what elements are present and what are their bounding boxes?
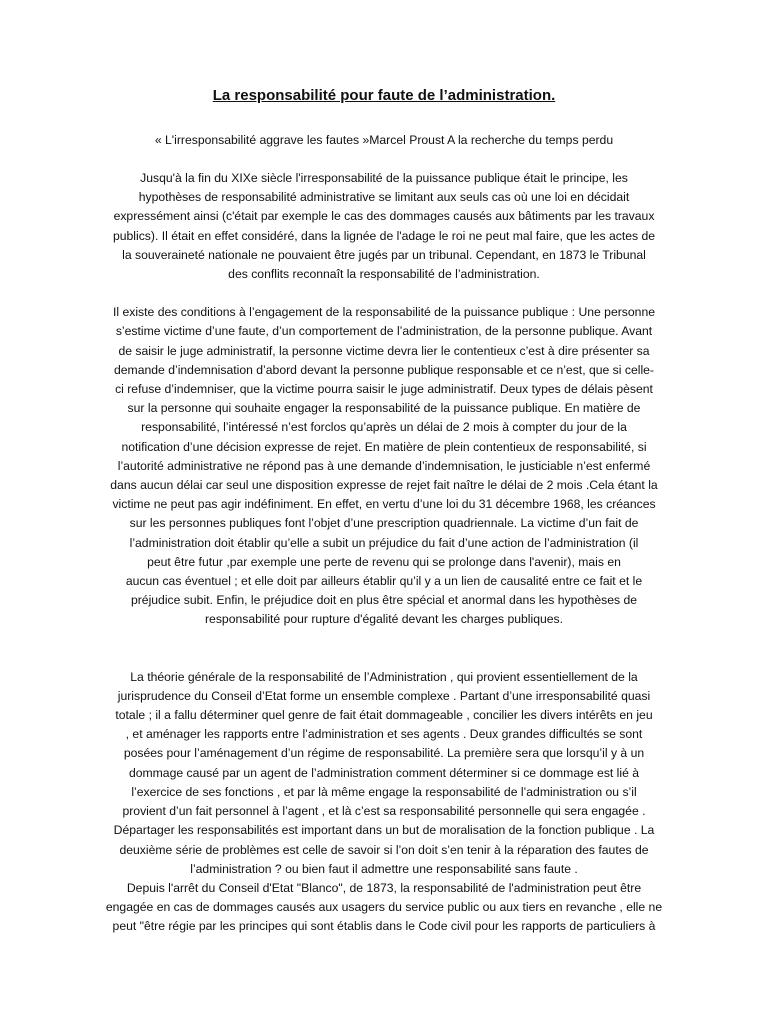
- text-line: hypothèses de responsabilité administrative se limitant aux seuls cas où une loi en décidait: [138, 190, 630, 205]
- text-line: jurisprudence du Conseil d’Etat forme un ensemble complexe . Partant d’une irresponsabilité quasi: [117, 688, 651, 703]
- text-line: posées pour l’aménagement d’un régime de responsabilité. La première sera que lorsqu’il y à un: [123, 746, 645, 761]
- text-line: sur la personne qui souhaite engager la responsabilité de la puissance publique. En matière de: [127, 401, 641, 416]
- text-line: sur les personnes publiques font l’objet d’une prescription quadriennale. La victime d’un fait de: [129, 516, 639, 531]
- text-line: s’estime victime d’une faute, d’un comportement de l’administration, de la personne publique. Avant: [115, 324, 653, 339]
- text-line: l’autorité administrative ne répond pas à une demande d’indemnisation, le justiciable n’est enfermé: [117, 458, 651, 473]
- paragraph-1: [84, 169, 684, 284]
- text-line: victime ne peut pas agir indéfiniment. En effet, en vertu d’une loi du 31 décembre 1968, les créances: [112, 497, 656, 512]
- text-line: peut "être régie par les principes qui sont établis dans le Code civil pour les rapports de particuliers à: [112, 919, 656, 934]
- text-line: demande d’indemnisation d’abord devant la personne publique responsable et ce n’est, que si celle-: [114, 362, 654, 377]
- text-line: ci refuse d’indemniser, que la victime pourra saisir le juge administratif. Deux types de délais pèsent: [115, 382, 653, 397]
- text-line: l’administration doit établir qu’elle a subit un préjudice du fait d’une action de l’administration (il: [129, 535, 639, 550]
- text-line: l’exercice de ses fonctions , et par là même engage la responsabilité de l’administration ou s’il: [131, 784, 637, 799]
- text-line: Il existe des conditions à l’engagement de la responsabilité de la puissance publique : Une personne: [112, 305, 656, 320]
- text-line: la souveraineté nationale ne pouvaient être jugés par un tribunal. Cependant, en 1873 le Tribunal: [122, 247, 646, 262]
- text-line: responsabilité pour rupture d'égalité devant les charges publiques.: [204, 612, 564, 627]
- text-line: préjudice subit. Enfin, le préjudice doit en plus être spécial et anormal dans les hypothèses de: [130, 593, 638, 608]
- text-line: expressément ainsi (c'était par exemple le cas des dommages causés aux bâtiments par les travaux: [113, 209, 655, 224]
- epigraph-quote: « L'irresponsabilité aggrave les fautes »Marcel Proust A la recherche du temps perdu: [154, 133, 614, 147]
- text-line: provient d’un fait personnel à l’agent , et là c’est sa responsabilité personnelle qui sera engagée .: [122, 804, 646, 819]
- paragraph-2: [84, 303, 684, 629]
- text-line: Depuis l'arrêt du Conseil d'Etat "Blanco", de 1873, la responsabilité de l'administration peut être: [126, 880, 642, 895]
- text-line: totale ; il a fallu déterminer quel genre de fait était dommageable , concilier les divers intérêts en jeu: [115, 708, 653, 723]
- text-line: notification d’une décision expresse de rejet. En matière de plein contentieux de responsabilité, si: [121, 439, 647, 454]
- text-line: dans aucun délai car seul une disposition expresse de rejet fait naître le délai de 2 mois .Cela étant la: [110, 478, 658, 493]
- paragraph-3: [84, 668, 684, 937]
- text-line: des conflits reconnaît la responsabilité de l’administration.: [228, 267, 540, 282]
- text-line: responsabilité, l’intéressé n’est forclos qu’après un délai de 2 mois à compter du jour de la: [141, 420, 627, 435]
- text-line: Départager les responsabilités est important dans un but de moralisation de la fonction publique . La: [113, 823, 655, 838]
- text-line: Jusqu'à la fin du XIXe siècle l'irresponsabilité de la puissance publique était le principe, les: [140, 171, 628, 185]
- text-line: La théorie générale de la responsabilité de l’Administration , qui provient essentiellement de la: [130, 669, 638, 684]
- text-line: aucun cas éventuel ; et elle doit par ailleurs établir qu’il y a un lien de causalité entre ce fait et le: [125, 574, 643, 589]
- text-line: de saisir le juge administratif, la personne victime devra lier le contentieux c’est à dire présenter sa: [118, 343, 650, 358]
- text-line: dommage causé par un agent de l’administration comment déterminer si ce dommage est lié à: [128, 765, 640, 780]
- text-line: , et aménager les rapports entre l’administration et ses agents . Deux grandes difficultés se sont: [125, 727, 643, 742]
- text-line: peut être futur ,par exemple une perte de revenu qui se prolonge dans l'avenir), mais en: [147, 554, 621, 569]
- document-title: La responsabilité pour faute de l’administration.: [212, 87, 556, 104]
- text-line: engagée en cas de dommages causés aux usagers du service public ou aux tiers en revanche , elle ne: [105, 900, 663, 915]
- text-line: deuxième série de problèmes est celle de savoir si l’on doit s’en tenir à la réparation des fautes de: [119, 842, 649, 857]
- text-line: l’administration ? ou bien faut il admettre une responsabilité sans faute .: [190, 861, 578, 876]
- text-line: publics). Il était en effet considéré, dans la lignée de l'adage le roi ne peut mal faire, que les actes de: [112, 228, 656, 243]
